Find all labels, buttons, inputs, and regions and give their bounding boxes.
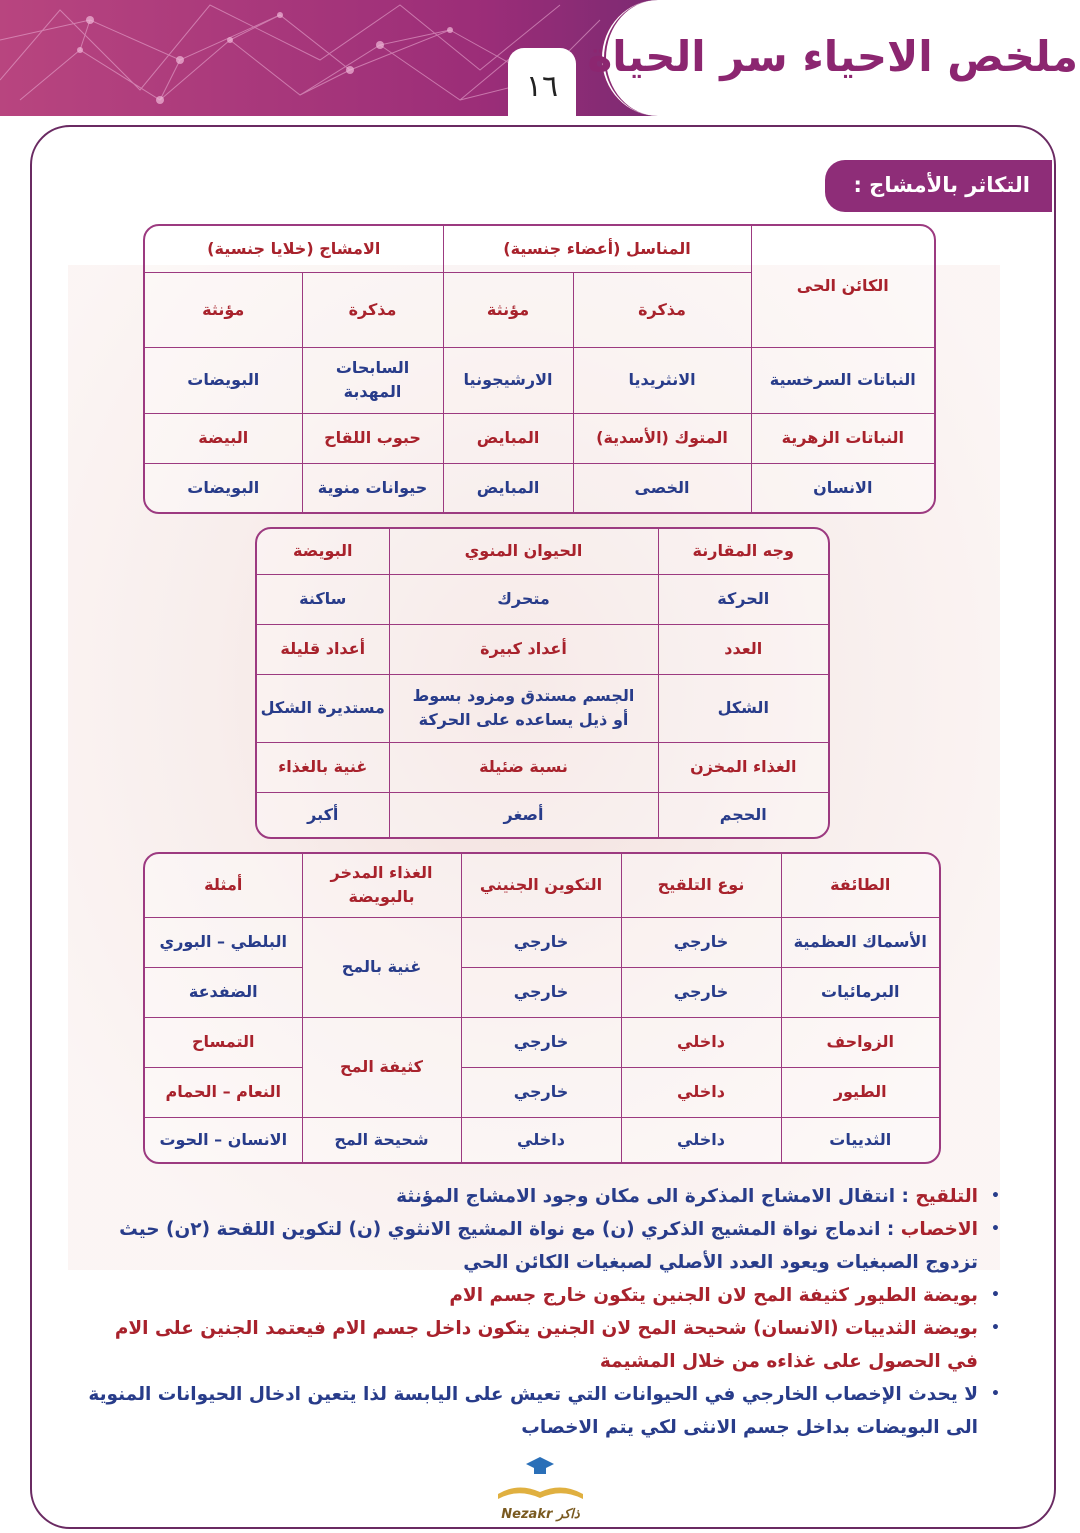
note-item	[86, 1378, 996, 1444]
sperm-egg-comparison-table	[255, 527, 830, 839]
table-row	[145, 1117, 939, 1162]
note-text: بويضة الثدييات (الانسان) شحيحة المح لان الجنين يتكون داخل جسم الام فيعتمد الجنين على الام في الحصول على غذاءه من خلال المشيمة	[114, 1318, 978, 1372]
header-cell: وجه المقارنة	[658, 529, 828, 574]
note-text: لا يحدث الإخصاب الخارجي في الحيوانات التي تعيش على اليابسة لذا يتعين ادخال الحيوانات المنوية الى البويضات بداخل جسم الانثى لكي يتم الاخصاب	[88, 1384, 978, 1438]
table-cell: الثدييات	[781, 1117, 939, 1162]
table-row	[257, 624, 828, 674]
subheader: مؤنثة	[145, 272, 302, 347]
table-row	[145, 967, 939, 1017]
table-cell: الزواحف	[781, 1017, 939, 1067]
table-cell: المتوك (الأسدية)	[573, 413, 751, 463]
table-cell: كثيفة المح	[302, 1017, 461, 1117]
header-cell: الطائفة	[781, 854, 939, 917]
table-cell: حبوب اللقاح	[302, 413, 443, 463]
table-cell: داخلي	[621, 1117, 781, 1162]
table-cell: العدد	[658, 624, 828, 674]
table-cell: غنية بالمح	[302, 917, 461, 1017]
header-cell: نوع التلقيح	[621, 854, 781, 917]
subheader: مذكرة	[573, 272, 751, 347]
note-item	[86, 1312, 996, 1378]
table-cell: خارجي	[461, 1067, 621, 1117]
table-cell: الخصى	[573, 463, 751, 512]
table-cell: داخلي	[621, 1017, 781, 1067]
table-cell: البويضات	[145, 347, 302, 413]
table-row	[145, 463, 934, 512]
header-cell: الحيوان المنوي	[389, 529, 658, 574]
table-cell: البيضة	[145, 413, 302, 463]
vertebrates-reproduction-table	[143, 852, 941, 1164]
table-row	[145, 1067, 939, 1117]
table-row	[257, 792, 828, 837]
subheader: مؤنثة	[443, 272, 573, 347]
table-row	[145, 1017, 939, 1067]
table-row	[257, 574, 828, 624]
table-cell: الارشيجونيا	[443, 347, 573, 413]
table-cell: الأسماك العظمية	[781, 917, 939, 967]
table-cell: نسبة ضئيلة	[389, 742, 658, 792]
note-item	[86, 1213, 996, 1279]
table-cell: الطيور	[781, 1067, 939, 1117]
header-cell: أمثلة	[145, 854, 302, 917]
table-cell: النباتات السرخسية	[751, 347, 934, 413]
table-cell: السابحات المهدبة	[302, 347, 443, 413]
logo-text: Nezakr ذاكر	[501, 1507, 580, 1522]
table-cell: البرمائيات	[781, 967, 939, 1017]
note-item	[86, 1180, 996, 1213]
page-title: ملخص الاحياء سر الحياة	[587, 32, 1078, 81]
table-cell: متحرك	[389, 574, 658, 624]
header-cell: البويضة	[257, 529, 389, 574]
note-label: الاخصاب	[900, 1219, 978, 1240]
header-organism: الكائن الحى	[751, 226, 934, 347]
table-cell: التمساح	[145, 1017, 302, 1067]
table-cell: الجسم مستدق ومزود بسوط أو ذيل يساعده على الحركة	[389, 674, 658, 742]
table-row	[257, 674, 828, 742]
table-cell: النعام – الحمام	[145, 1067, 302, 1117]
table-cell: الضفدعة	[145, 967, 302, 1017]
table-cell: النباتات الزهرية	[751, 413, 934, 463]
table-cell: الغذاء المخزن	[658, 742, 828, 792]
page-number: ١٦	[508, 48, 576, 116]
table-cell: خارجي	[621, 917, 781, 967]
header-banner	[0, 0, 1080, 116]
table-cell: البويضات	[145, 463, 302, 512]
gonads-gametes-table	[143, 224, 936, 514]
table-cell: مستديرة الشكل	[257, 674, 389, 742]
table-header-row	[145, 854, 939, 917]
note-label: التلقيح	[915, 1186, 978, 1207]
table-cell: الحركة	[658, 574, 828, 624]
table-cell: أصغر	[389, 792, 658, 837]
subheader: مذكرة	[302, 272, 443, 347]
table-cell: خارجي	[621, 967, 781, 1017]
table-cell: خارجي	[461, 967, 621, 1017]
header-gametes: الامشاج (خلايا جنسية)	[145, 226, 443, 272]
table-cell: ساكنة	[257, 574, 389, 624]
table-cell: الانسان – الحوت	[145, 1117, 302, 1162]
table-cell: الحجم	[658, 792, 828, 837]
table-cell: المبايض	[443, 413, 573, 463]
note-text: بويضة الطيور كثيفة المح لان الجنين يتكون خارج جسم الام	[449, 1285, 978, 1306]
table-header-row	[257, 529, 828, 574]
table-cell: البلطي – البوري	[145, 917, 302, 967]
table-row	[257, 742, 828, 792]
table-row	[145, 413, 934, 463]
notes-list	[86, 1180, 996, 1444]
table-cell: داخلي	[461, 1117, 621, 1162]
table-cell: أكبر	[257, 792, 389, 837]
table-cell: حيوانات منوية	[302, 463, 443, 512]
note-text: : اندماج نواة المشيج الذكري (ن) مع نواة المشيج الانثوي (ن) لتكوين اللقحة (٢ن) حيث تزدوج الصبغيات ويعود العدد الأصلي لصبغيات الكائن الحي	[119, 1219, 978, 1273]
table-cell: غنية بالغذاء	[257, 742, 389, 792]
table-cell: الانثريديا	[573, 347, 751, 413]
table-cell: المبايض	[443, 463, 573, 512]
table-cell: الشكل	[658, 674, 828, 742]
table-cell: شحيحة المح	[302, 1117, 461, 1162]
table-cell: داخلي	[621, 1067, 781, 1117]
table-cell: الانسان	[751, 463, 934, 512]
table-cell: أعداد قليلة	[257, 624, 389, 674]
table-row	[145, 347, 934, 413]
header-cell: التكوين الجنيني	[461, 854, 621, 917]
section-title: التكاثر بالأمشاج :	[825, 160, 1052, 212]
nezakr-logo	[488, 1452, 593, 1522]
table-cell: أعداد كبيرة	[389, 624, 658, 674]
graduation-book-icon	[488, 1452, 593, 1507]
title-area	[587, 0, 1080, 116]
header-gonads: المناسل (أعضاء جنسية)	[443, 226, 751, 272]
note-text: : انتقال الامشاج المذكرة الى مكان وجود الامشاج المؤنثة	[396, 1186, 909, 1207]
header-cell: الغذاء المدخر بالبويضة	[302, 854, 461, 917]
note-item	[86, 1279, 996, 1312]
table-row	[145, 917, 939, 967]
table-cell: خارجي	[461, 1017, 621, 1067]
table-cell: خارجي	[461, 917, 621, 967]
